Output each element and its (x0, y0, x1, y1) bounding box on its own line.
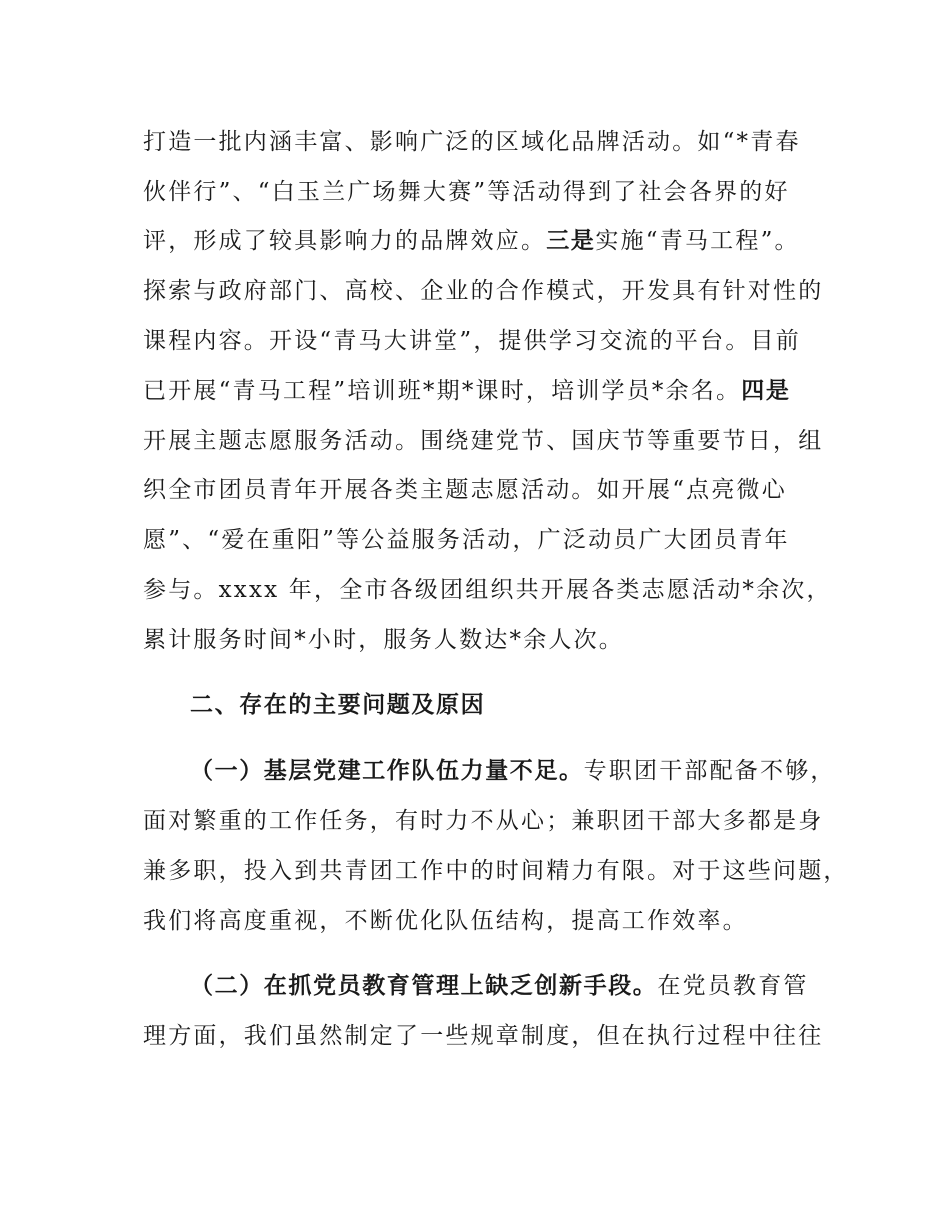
text-line (143, 1021, 823, 1051)
section-heading: 二、存在的主要问题及原因 (190, 692, 486, 718)
text-line (143, 575, 832, 605)
text-line (143, 906, 748, 936)
text-line (143, 625, 624, 655)
emphasis-run: 三是 (546, 228, 596, 254)
text-run: 兼多职，投入到共青团工作中的时间精力有限。对于这些问题， (143, 858, 849, 884)
text-run: 我们将高度重视，不断优化队伍结构，提高工作效率。 (143, 908, 748, 934)
emphasis-run: 四是 (741, 378, 791, 404)
text-line (143, 276, 823, 306)
text-run: 在党员教育管 (657, 973, 809, 999)
text-run: 评，形成了较具影响力的品牌效应。 (143, 228, 547, 254)
text-run: 伙伴行”、“白玉兰广场舞大赛”等活动得到了社会各界的好 (143, 179, 790, 205)
text-line (143, 177, 790, 207)
text-line (143, 806, 823, 836)
text-line (190, 756, 836, 786)
text-line (143, 326, 801, 356)
text-line (143, 376, 790, 406)
text-run: 开展主题志愿服务活动。围绕建党节、国庆节等重要节日，组 (143, 428, 824, 454)
text-run: 参与。xxxx 年，全市各级团组织共开展各类志愿活动*余次， (143, 577, 832, 603)
text-run: 课程内容。开设“青马大讲堂”，提供学习交流的平台。目前 (143, 328, 801, 354)
text-run: 探索与政府部门、高校、企业的合作模式，开发具有针对性的 (143, 278, 824, 304)
text-run: 织全市团员青年开展各类主题志愿活动。如开展“点亮微心 (143, 477, 787, 503)
text-line (143, 856, 849, 886)
text-line (143, 127, 801, 157)
text-run: 已开展“青马工程”培训班*期*课时，培训学员*余名。 (143, 378, 742, 404)
text-line (190, 971, 809, 1001)
subheading-run: （一）基层党建工作队伍力量不足。 (190, 758, 584, 784)
text-run: 打造一批内涵丰富、影响广泛的区域化品牌活动。如“*青春 (143, 129, 801, 155)
text-run: 实施“青马工程”。 (595, 228, 800, 254)
text-run: 累计服务时间*小时，服务人数达*余人次。 (143, 627, 624, 653)
text-line (143, 475, 787, 505)
text-line (143, 226, 800, 256)
text-run: 愿”、“爱在重阳”等公益服务活动，广泛动员广大团员青年 (143, 527, 790, 553)
text-run: 面对繁重的工作任务，有时力不从心；兼职团干部大多都是身 (143, 808, 824, 834)
text-line (143, 525, 790, 555)
text-run: 理方面，我们虽然制定了一些规章制度，但在执行过程中往往 (143, 1023, 824, 1049)
text-run: 专职团干部配备不够， (583, 758, 836, 784)
text-line (143, 426, 823, 456)
subheading-run: （二）在抓党员教育管理上缺乏创新手段。 (190, 973, 658, 999)
